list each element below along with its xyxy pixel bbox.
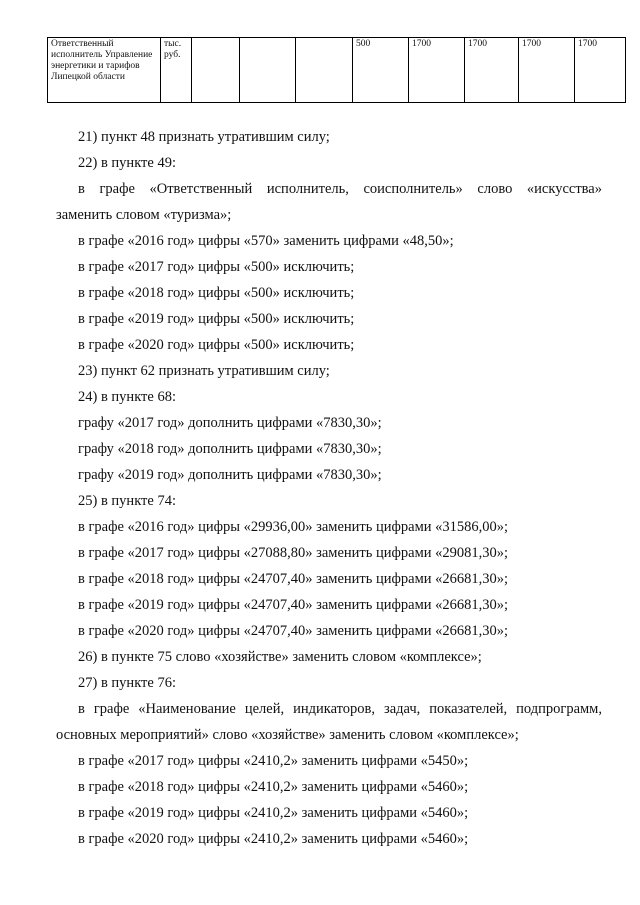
table-cell <box>296 38 353 103</box>
budget-table <box>47 37 626 103</box>
text-line: 23) пункт 62 признать утратившим силу; <box>78 363 330 379</box>
text-line: заменить словом «туризма»; <box>56 207 232 223</box>
text-line: в графе «2018 год» цифры «24707,40» заменить цифрами «26681,30»; <box>78 571 509 587</box>
text-line: в графе «2020 год» цифры «500» исключить; <box>78 337 355 353</box>
text-line: в графе «2019 год» цифры «24707,40» заменить цифрами «26681,30»; <box>78 597 509 613</box>
text-line: в графе «2019 год» цифры «2410,2» заменить цифрами «5460»; <box>78 805 469 821</box>
text-line: в графе «2017 год» цифры «2410,2» заменить цифрами «5450»; <box>78 753 469 769</box>
text-line: в графе «Наименование целей, индикаторов, задач, показателей, подпрограмм, <box>78 701 602 717</box>
text-line: 25) в пункте 74: <box>78 493 176 509</box>
text-line: основных мероприятий» слово «хозяйстве» заменить словом «комплексе»; <box>56 727 519 743</box>
text-line: в графе «2017 год» цифры «500» исключить; <box>78 259 355 275</box>
table-cell: 1700 <box>465 38 519 103</box>
text-line: 21) пункт 48 признать утратившим силу; <box>78 129 330 145</box>
table-cell: 1700 <box>519 38 575 103</box>
text-line: графу «2019 год» дополнить цифрами «7830,30»; <box>78 467 382 483</box>
text-line: 26) в пункте 75 слово «хозяйстве» заменить словом «комплексе»; <box>78 649 482 665</box>
text-line: 27) в пункте 76: <box>78 675 176 691</box>
text-line: графу «2018 год» дополнить цифрами «7830,30»; <box>78 441 382 457</box>
text-line: 24) в пункте 68: <box>78 389 176 405</box>
table-cell: Ответственный исполнитель Управление энергетики и тарифов Липецкой области <box>48 38 161 103</box>
table-cell <box>192 38 240 103</box>
table-cell <box>240 38 296 103</box>
table-cell: 1700 <box>575 38 626 103</box>
text-line: 22) в пункте 49: <box>78 155 176 171</box>
table-cell: 1700 <box>409 38 465 103</box>
text-line: графу «2017 год» дополнить цифрами «7830,30»; <box>78 415 382 431</box>
text-line: в графе «2018 год» цифры «500» исключить; <box>78 285 355 301</box>
table-cell: 500 <box>353 38 409 103</box>
text-line: в графе «2018 год» цифры «2410,2» заменить цифрами «5460»; <box>78 779 469 795</box>
text-line: в графе «2020 год» цифры «24707,40» заменить цифрами «26681,30»; <box>78 623 509 639</box>
text-line: в графе «2016 год» цифры «570» заменить цифрами «48,50»; <box>78 233 454 249</box>
text-line: в графе «2017 год» цифры «27088,80» заменить цифрами «29081,30»; <box>78 545 509 561</box>
text-line: в графе «2020 год» цифры «2410,2» заменить цифрами «5460»; <box>78 831 469 847</box>
text-line: в графе «2019 год» цифры «500» исключить; <box>78 311 355 327</box>
text-line: в графе «2016 год» цифры «29936,00» заменить цифрами «31586,00»; <box>78 519 509 535</box>
table-row <box>48 38 626 103</box>
table-cell: тыс. руб. <box>161 38 192 103</box>
text-line: в графе «Ответственный исполнитель, соисполнитель» слово «искусства» <box>78 181 602 197</box>
